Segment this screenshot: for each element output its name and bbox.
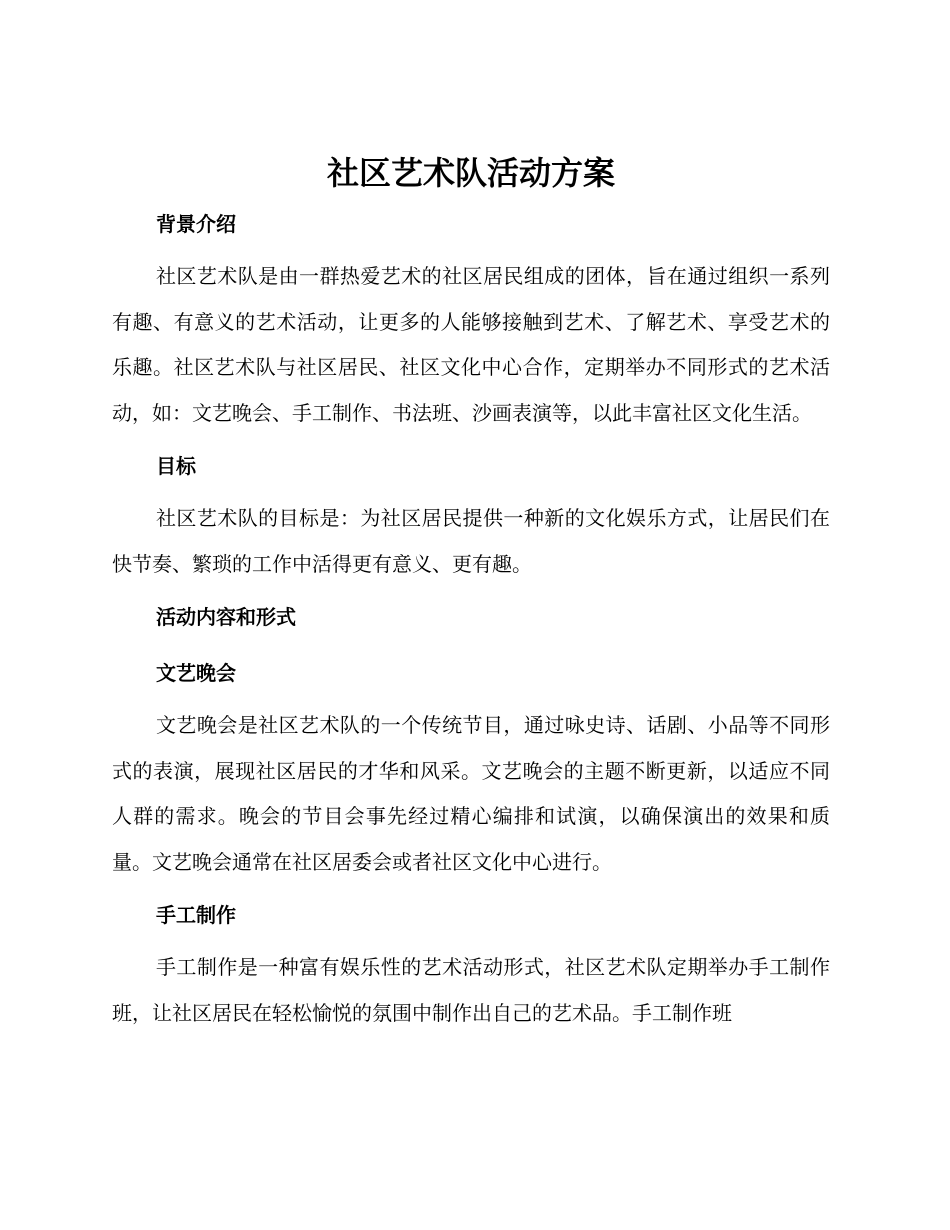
paragraph-gala: 文艺晚会是社区艺术队的一个传统节目，通过咏史诗、话剧、小品等不同形式的表演，展现社区居民的才华和风采。文艺晚会的主题不断更新，以适应不同人群的需求。晚会的节目会事先经过精心编排和试演，以确保演出的效果和质量。文艺晚会通常在社区居委会或者社区文化中心进行。 (112, 713, 830, 874)
paragraph-handcraft: 手工制作是一种富有娱乐性的艺术活动形式，社区艺术队定期举办手工制作班，让社区居民在轻松愉悦的氛围中制作出自己的艺术品。手工制作班 (112, 955, 830, 1025)
section-heading-gala: 文艺晚会 (156, 661, 236, 685)
section-heading-goal: 目标 (156, 454, 196, 478)
section-heading-activities: 活动内容和形式 (156, 605, 296, 629)
document-body (112, 150, 830, 1038)
document-title: 社区艺术队活动方案 (326, 154, 615, 192)
paragraph-background: 社区艺术队是由一群热爱艺术的社区居民组成的团体，旨在通过组织一系列有趣、有意义的艺术活动，让更多的人能够接触到艺术、了解艺术、享受艺术的乐趣。社区艺术队与社区居民、社区文化中心合作，定期举办不同形式的艺术活动，如：文艺晚会、手工制作、书法班、沙画表演等，以此丰富社区文化生活。 (112, 264, 830, 425)
section-heading-handcraft: 手工制作 (156, 903, 236, 927)
paragraph-goal: 社区艺术队的目标是：为社区居民提供一种新的文化娱乐方式，让居民们在快节奏、繁琐的工作中活得更有意义、更有趣。 (112, 506, 830, 576)
section-heading-background: 背景介绍 (156, 212, 236, 236)
